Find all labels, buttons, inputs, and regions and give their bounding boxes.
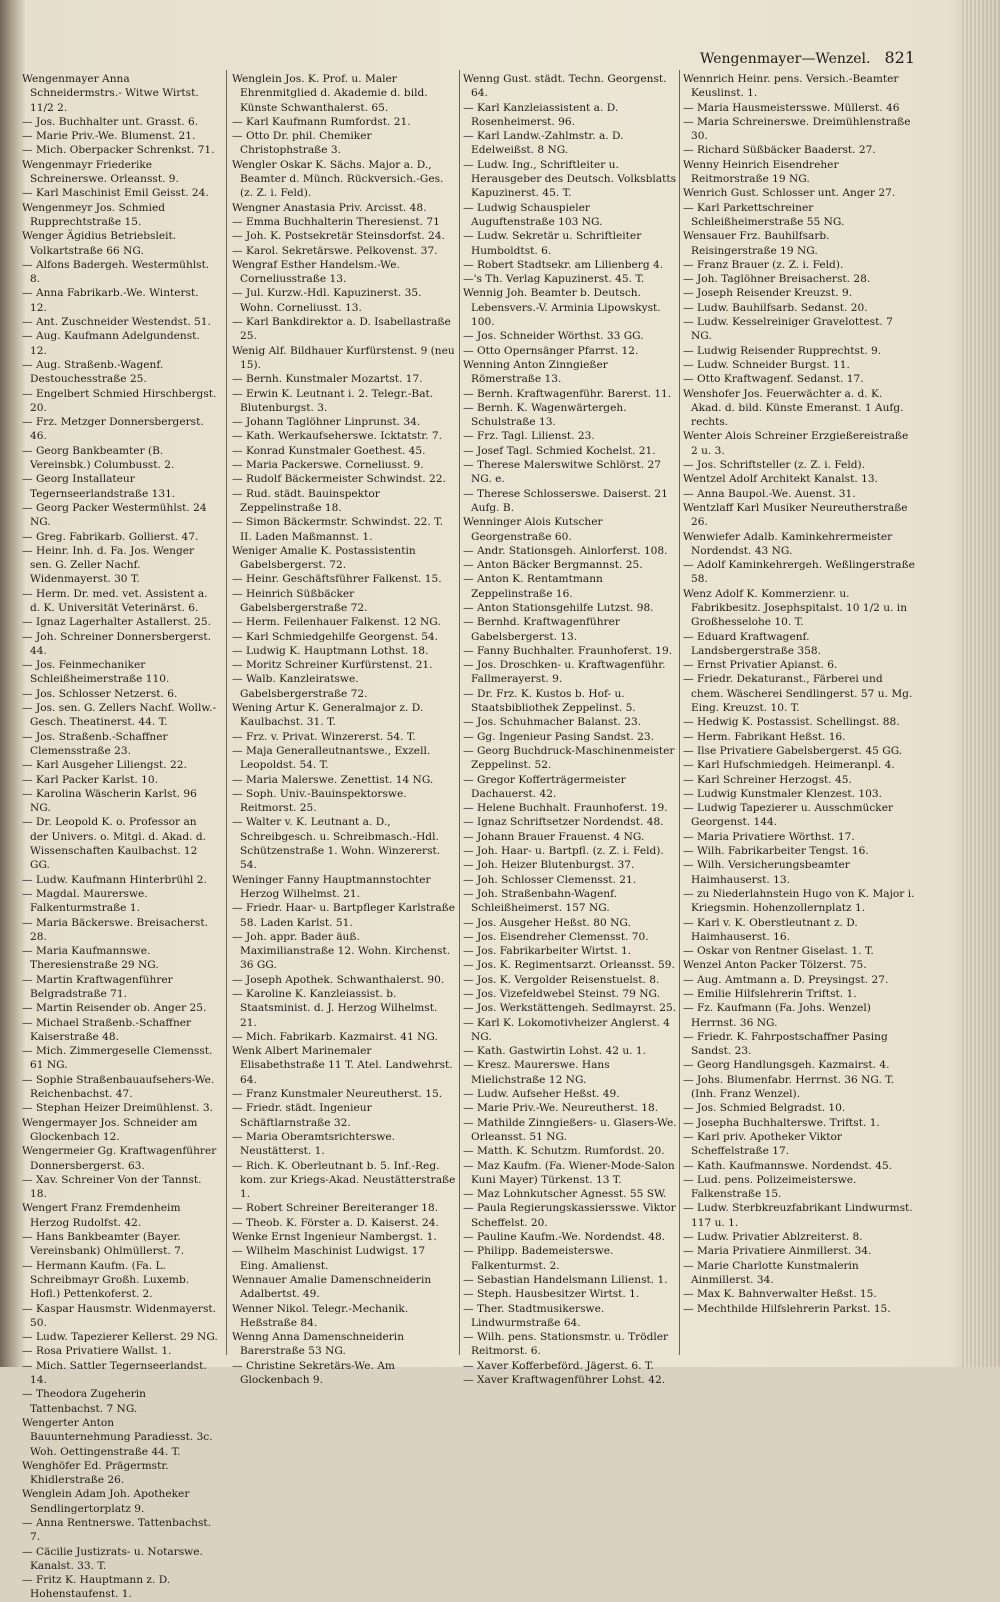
directory-entry: — Wilh. Versicherungsbeamter Haimhauserst. 13. (683, 859, 850, 886)
directory-entry: Wenng Anna Damenschneiderin Barerstraße 53 NG. (232, 1331, 405, 1358)
directory-entry: — Marie Priv.-We. Blumenst. 21. (22, 130, 196, 143)
directory-entry: — Ludw. Bauhilfsarb. Sedanst. 20. (683, 301, 868, 314)
directory-entry: — Stephan Heizer Dreimühlenst. 3. (22, 1102, 213, 1115)
directory-entry: — Jos. K. Regimentsarzt. Orleansst. 59. (463, 959, 675, 972)
directory-entry: — Jos. Feinmechaniker Schleißheimerstraße 110. (22, 659, 170, 686)
directory-entry: — Maz Lohnkutscher Agnesst. 55 SW. (463, 1188, 667, 1201)
directory-entry: Wengerter Anton Bauunternehmung Paradiesst. 3c. Woh. Oettingenstraße 44. T. (22, 1416, 213, 1458)
directory-entry: — Maria Privatiere Wörthst. 17. (683, 830, 855, 843)
directory-entry: — Cäcilie Justizrats- u. Notarswe. Kanalst. 33. T. (22, 1545, 203, 1572)
directory-entry: — Kresz. Maurerswe. Hans Mielichstraße 12 NG. (463, 1059, 610, 1086)
directory-entry: — Herm. Fabrikant Heßst. 16. (683, 730, 846, 743)
directory-entry: — Bernh. Kunstmaler Mozartst. 17. (232, 373, 423, 386)
directory-entry: —'s Th. Verlag Kapuzinerst. 45. T. (463, 273, 645, 286)
directory-entry: — Maria Hausmeistersswe. Müllerst. 46 (683, 101, 900, 114)
directory-entry: — Jos. K. Vergolder Reisenstuelst. 8. (463, 973, 660, 986)
directory-entry: — Matth. K. Schutzm. Rumfordst. 20. (463, 1145, 665, 1158)
directory-entry: — Karl priv. Apotheker Viktor Scheffelstraße 17. (683, 1130, 842, 1158)
directory-entry: — Jos. Schneider Wörthst. 33 GG. (463, 330, 644, 343)
directory-entry: — Jos. Buchhalter unt. Grasst. 6. (22, 115, 199, 128)
directory-entry: — Ludwig Schauspieler Auguftenstraße 103 NG. (463, 201, 603, 228)
directory-entry: — Bernh. K. Wagenwärtergeh. Schulstraße 13. (463, 401, 627, 429)
directory-entry: Weniger Amalie K. Postassistentin Gabelsbergerst. 72. (232, 544, 416, 572)
directory-entry: — Herm. Dr. med. vet. Assistent a. d. K. Universität Veterinärst. 6. (22, 587, 208, 614)
directory-entry: — Jos. Schuhmacher Balanst. 23. (463, 716, 642, 729)
directory-entry: — Martin Kraftwagenführer Belgradstraße 71. (22, 973, 173, 1000)
directory-entry: — Ludwig K. Hauptmann Lothst. 18. (232, 644, 429, 657)
directory-entry: — Karl K. Lokomotivheizer Anglerst. 4 NG. (463, 1016, 670, 1043)
directory-entry: — Mich. Sattler Tegernseerlandst. 14. (22, 1359, 207, 1387)
directory-entry: — Emilie Hilfslehrerin Triftst. 1. (683, 988, 857, 1000)
directory-entry: Wenig Alf. Bildhauer Kurfürstenst. 9 (neu 15). (232, 344, 455, 371)
directory-entry: — Ludwig Kunstmaler Klenzest. 103. (683, 787, 882, 800)
directory-entry: — Ludw. Kaufmann Hinterbrühl 2. (22, 873, 207, 886)
directory-entry: — Anton Bäcker Bergmannst. 25. (463, 559, 643, 572)
directory-entry: — Dr. Frz. K. Kustos b. Hof- u. Staatsbibliothek Zeppelinst. 5. (463, 687, 636, 715)
directory-entry: — Paula Regierungskassiersswe. Viktor Scheffelst. 20. (463, 1202, 676, 1229)
directory-entry: — Ludw. Tapezierer Kellerst. 29 NG. (22, 1331, 218, 1344)
directory-entry: — Joseph Reisender Kreuzst. 9. (683, 287, 853, 300)
directory-entry: — Wilh. Fabrikarbeiter Tengst. 16. (683, 845, 869, 858)
directory-entry: — Maria Privatiere Ainmillerst. 34. (683, 1245, 872, 1258)
directory-entry: — Franz Brauer (z. Z. i. Feld). (683, 258, 844, 271)
directory-entry: — Joh. appr. Bader äuß. Maximilianstraße 12. Wohn. Kirchenst. 36 GG. (232, 930, 451, 972)
directory-entry: — Maria Kaufmannswe. Theresienstraße 29 NG. (22, 945, 159, 972)
directory-entry: — Robert Stadtsekr. am Lilienberg 4. (463, 258, 664, 271)
directory-entry: — Heinr. Geschäftsführer Falkenst. 15. (232, 573, 442, 586)
directory-entry: — Joh. Straßenbahn-Wagenf. Schleißheimerst. 157 NG. (463, 887, 618, 915)
directory-entry: — Friedr. K. Fahrpostschaffner Pasing Sandst. 23. (683, 1030, 888, 1058)
directory-entry: Wennrich Heinr. pens. Versich.-Beamter Keuslinst. 1. (683, 73, 899, 100)
directory-entry: — Jos. Vizefeldwebel Steinst. 79 NG. (463, 988, 660, 1000)
column-rule (226, 70, 227, 1355)
directory-entry: — Georg Installateur Tegernseerlandstraße 131. (22, 473, 176, 500)
column-1 (22, 72, 218, 1601)
directory-entry: — Sophie Straßenbauaufsehers-We. Reichenbachst. 47. (22, 1073, 215, 1101)
directory-entry: — Frz. v. Privat. Winzererst. 54. T. (232, 730, 416, 743)
directory-entry: — Ludw. Kesselreiniger Gravelottest. 7 NG. (683, 316, 893, 343)
directory-entry: Wengermayer Jos. Schneider am Glockenbach 12. (22, 1116, 198, 1143)
directory-entry: — Simon Bäckermstr. Schwindst. 22. T. II. Laden Maßmannst. 1. (232, 516, 443, 543)
directory-entry: Wenger Ägidius Betriebsleit. Volkartstraße 66 NG. (22, 230, 177, 257)
directory-entry: — Jos. Schriftsteller (z. Z. i. Feld). (683, 459, 866, 472)
directory-entry: — Ludw. Schneider Burgst. 11. (683, 358, 850, 371)
directory-entry: Wensauer Frz. Bauhilfsarb. Reisingerstraße 19 NG. (683, 230, 830, 257)
directory-entry: — Friedr. Dekaturanst., Färberei und chem. Wäscherei Sendlingerst. 57 u. Mg. Eing. Kreuzst. 10. T. (683, 673, 913, 715)
directory-entry: — Hedwig K. Postassist. Schellingst. 88. (683, 716, 900, 729)
directory-entry: — Maria Oberamtsrichterswe. Neustätterst. 1. (232, 1130, 396, 1158)
directory-entry: — Christine Sekretärs-We. Am Glockenbach 9. (232, 1359, 395, 1387)
directory-entry: — Karol. Sekretärswe. Pelkovenst. 37. (232, 244, 438, 257)
directory-entry: — Fritz K. Hauptmann z. D. Hohenstaufenst. 1. (22, 1574, 171, 1601)
column-rule (459, 70, 460, 1355)
directory-entry: — Ernst Privatier Apianst. 6. (683, 659, 838, 672)
directory-entry: Wenner Nikol. Telegr.-Mechanik. Heßstraße 84. (232, 1302, 409, 1329)
directory-entry: Wentzel Adolf Architekt Kanalst. 13. (683, 473, 878, 486)
directory-entry: — Josef Tagl. Schmied Kochelst. 21. (463, 444, 656, 457)
directory-entry: Wengenmayr Friederike Schreinerswe. Orleansst. 9. (22, 158, 179, 186)
directory-entry: — Joh. Schreiner Donnersbergerst. 44. (22, 630, 211, 657)
directory-entry: — Jos. Fabrikarbeiter Wirtst. 1. (463, 945, 632, 958)
directory-entry: — Franz Kunstmaler Neureutherst. 15. (232, 1088, 443, 1101)
directory-entry: — Anna Baupol.-We. Auenst. 31. (683, 487, 856, 500)
directory-entry: — Mich. Fabrikarb. Kazmairst. 41 NG. (232, 1030, 438, 1043)
directory-entry: — Robert Schreiner Bereiteranger 18. (232, 1202, 439, 1215)
directory-entry: — Bernh. Kraftwagenführ. Barerst. 11. (463, 387, 672, 400)
directory-entry: — Rosa Privatiere Wallst. 1. (22, 1345, 172, 1358)
directory-entry: — Hermann Kaufm. (Fa. L. Schreibmayr Großh. Luxemb. Hofl.) Pettenkoferst. 2. (22, 1259, 190, 1301)
directory-entry: — Bernhd. Kraftwagenführer Gabelsbergerst. 13. (463, 616, 620, 643)
directory-entry: — Ludwig Tapezierer u. Ausschmücker Georgenst. 144. (683, 802, 894, 829)
directory-entry: — Ludw. Aufseher Heßst. 49. (463, 1088, 620, 1101)
directory-entry: — Therese Malerswitwe Schlörst. 27 NG. e. (463, 459, 662, 486)
directory-entry: — Kath. Werkaufseherswe. Icktatstr. 7. (232, 430, 443, 443)
directory-entry: — Maz Kaufm. (Fa. Wiener-Mode-Salon Kuni Mayer) Türkenst. 13 T. (463, 1159, 675, 1186)
directory-entry: Wenke Ernst Ingenieur Nambergst. 1. (232, 1231, 437, 1244)
directory-entry: — Marie Charlotte Kunstmalerin Ainmillerst. 34. (683, 1259, 859, 1286)
directory-entry: Wenning Anton Zinngießer Römerstraße 13. (463, 358, 608, 386)
directory-entry: — Georg Packer Westermühlst. 24 NG. (22, 501, 207, 529)
directory-entry: — Friedr. Haar- u. Bartpfleger Karlstraße 58. Laden Karlst. 51. (232, 902, 456, 929)
directory-entry: Wenwiefer Adalb. Kaminkehrermeister Nordendst. 43 NG. (683, 530, 893, 557)
directory-entry: Wengermeier Gg. Kraftwagenführer Donnersbergerst. 63. (22, 1145, 217, 1172)
directory-entry: — Mathilde Zinngießers- u. Glasers-We. Orleansst. 51 NG. (463, 1116, 677, 1143)
directory-entry: Wenglein Jos. K. Prof. u. Maler Ehrenmitglied d. Akademie d. bild. Künste Schwanthalerst. 65. (232, 73, 428, 114)
directory-entry: — Kath. Kaufmannswe. Nordendst. 45. (683, 1159, 893, 1172)
directory-entry: Wenter Alois Schreiner Erzgießereistraße 2 u. 3. (683, 430, 909, 457)
directory-entry: — Maria Schreinerswe. Dreimühlenstraße 30. (683, 115, 911, 143)
directory-entry: — Ludwig Reisender Rupprechtst. 9. (683, 344, 882, 357)
directory-entry: Wenghöfer Ed. Prägermstr. Khidlerstraße 26. (22, 1459, 169, 1487)
directory-entry: — Helene Buchhalt. Fraunhoferst. 19. (463, 802, 668, 815)
directory-entry: — Wilhelm Maschinist Ludwigst. 17 Eing. Amalienst. (232, 1245, 426, 1272)
directory-entry: — Jos. Schmied Belgradst. 10. (683, 1102, 846, 1115)
directory-entry: — Karl Schmiedgehilfe Georgenst. 54. (232, 630, 439, 643)
directory-entry: Wengler Oskar K. Sächs. Major a. D., Beamter d. Münch. Rückversich.-Ges. (z. Z. i. Feld). (232, 158, 444, 200)
directory-entry: Wengner Anastasia Priv. Arcisst. 48. (232, 201, 427, 214)
directory-entry: — Ludw. Privatier Ablzreiterst. 8. (683, 1231, 863, 1244)
directory-entry: Wenz Adolf K. Kommerzienr. u. Fabrikbesitz. Josephspitalst. 10 1/2 u. in Großhesselohe 10. T. (683, 587, 908, 629)
directory-entry: — Walter v. K. Leutnant a. D., Schreibgesch. u. Schreibmasch.-Hdl. Schützenstraße 1. Wohn. Winzererst. 54. (232, 816, 441, 872)
directory-entry: — Richard Süßbäcker Baaderst. 27. (683, 144, 876, 157)
directory-entry: — Georg Bankbeamter (B. Vereinsbk.) Columbusst. 2. (22, 444, 175, 472)
directory-entry: — Ludw. Ing., Schriftleiter u. Herausgeber des Deutsch. Volksblatts Kapuzinerst. 45. T. (463, 158, 677, 200)
running-head: Wengenmayer—Wenzel. (700, 51, 871, 67)
directory-entry: — Karl Maschinist Emil Geisst. 24. (22, 187, 209, 200)
directory-entry: — Otto Kraftwagenf. Sedanst. 17. (683, 373, 864, 386)
directory-entry: — Jos. sen. G. Zellers Nachf. Wollw.-Gesch. Theatinerst. 44. T. (22, 702, 217, 729)
directory-entry: Wennig Joh. Beamter b. Deutsch. Lebensvers.-V. Arminia Lipowskyst. 100. (463, 287, 661, 329)
directory-entry: — Rich. K. Oberleutnant b. 5. Inf.-Reg. kom. zur Kriegs-Akad. Neustätterstraße 1. (232, 1159, 456, 1201)
directory-entry: — Ludw. Sekretär u. Schriftleiter Humboldtst. 6. (463, 230, 642, 257)
directory-entry: Wenny Heinrich Eisendreher Reitmorstraße 19 NG. (683, 158, 839, 186)
directory-entry: — Jos. Werkstättengeh. Sedlmayrst. 25. (463, 1002, 677, 1015)
directory-entry: — Georg Handlungsgeh. Kazmairst. 4. (683, 1059, 890, 1072)
directory-entry: Wenshofer Jos. Feuerwächter a. d. K. Akad. d. bild. Künste Emeranst. 1 Aufg. rechts. (683, 387, 904, 429)
directory-entry: — Heinr. Inh. d. Fa. Jos. Wenger sen. G. Zeller Nachf. Widenmayerst. 30 T. (22, 544, 195, 586)
directory-entry: — Ilse Privatiere Gabelsbergerst. 45 GG. (683, 744, 903, 757)
directory-entry: — Joseph Apothek. Schwanthalerst. 90. (232, 973, 445, 986)
directory-entry: — Maria Malerswe. Zenettist. 14 NG. (232, 773, 434, 786)
directory-entry: — Hans Bankbeamter (Bayer. Vereinsbank) Ohlmüllerst. 7. (22, 1231, 185, 1258)
directory-entry: — Frz. Tagl. Lilienst. 23. (463, 430, 595, 443)
directory-entry: — Karl Kaufmann Rumfordst. 21. (232, 115, 411, 128)
directory-entry: — Anton K. Rentamtmann Zeppelinstraße 16. (463, 573, 603, 600)
directory-entry: — Eduard Kraftwagenf. Landsbergerstraße 358. (683, 630, 821, 657)
directory-entry: — Adolf Kaminkehrergeh. Weßlingerstraße 58. (683, 559, 915, 586)
directory-entry: — Wilh. pens. Stationsmstr. u. Trödler Reitmorst. 6. (463, 1331, 669, 1358)
directory-entry: — Greg. Fabrikarb. Gollierst. 47. (22, 530, 199, 543)
directory-entry: — Mechthilde Hilfslehrerin Parkst. 15. (683, 1302, 891, 1315)
directory-entry: — Otto Opernsänger Pfarrst. 12. (463, 344, 639, 357)
directory-entry: — Gregor Kofferträgermeister Dachauerst. 42. (463, 773, 626, 800)
directory-entry: — Lud. pens. Polizeimeisterswe. Falkenstraße 15. (683, 1173, 857, 1201)
directory-entry: — Oskar von Rentner Giselast. 1. T. (683, 945, 874, 958)
directory-entry: — Xaver Kraftwagenführer Lohst. 42. (463, 1374, 666, 1387)
directory-entry: — Kaspar Hausmstr. Widenmayerst. 50. (22, 1302, 217, 1329)
directory-entry: — Jos. Straßenb.-Schaffner Clemensstraße 23. (22, 730, 168, 757)
directory-entry: — Maria Packerswe. Corneliusst. 9. (232, 459, 424, 472)
directory-entry: Wenzel Anton Packer Tölzerst. 75. (683, 959, 867, 972)
directory-entry: — Ludw. Sterbkreuzfabrikant Lindwurmst. 117 u. 1. (683, 1202, 913, 1229)
directory-entry: — Joh. Haar- u. Bartpfl. (z. Z. i. Feld). (463, 845, 664, 858)
directory-entry: — Joh. K. Postsekretär Steinsdorfst. 24. (232, 230, 445, 243)
directory-entry: — Martin Reisender ob. Anger 25. (22, 1002, 207, 1015)
directory-entry: — Maja Generalleutnantswe., Exzell. Leopoldst. 54. T. (232, 744, 431, 772)
column-rule (679, 70, 680, 1355)
directory-entry: Wenninger Alois Kutscher Georgenstraße 60. (463, 516, 603, 543)
directory-entry: — Frz. Metzger Donnersbergerst. 46. (22, 416, 204, 443)
directory-entry: — Anna Rentnerswe. Tattenbachst. 7. (22, 1516, 212, 1544)
directory-entry: — Moritz Schreiner Kurfürstenst. 21. (232, 659, 433, 672)
directory-entry: — Ignaz Schriftsetzer Nordendst. 48. (463, 816, 664, 829)
directory-entry: — Heinrich Süßbäcker Gabelsbergerstraße 72. (232, 587, 368, 614)
directory-entry: — Karoline K. Kanzleiassist. b. Staatsminist. d. J. Herzog Wilhelmst. 21. (232, 988, 438, 1029)
directory-entry: — Konrad Kunstmaler Goethest. 45. (232, 444, 426, 457)
directory-entry: — Johann Taglöhner Linprunst. 34. (232, 416, 421, 429)
directory-entry: — Steph. Hausbesitzer Wirtst. 1. (463, 1288, 640, 1301)
directory-entry: — Karl Ausgeher Liliengst. 22. (22, 759, 187, 772)
directory-entry: — Anna Fabrikarb.-We. Winterst. 12. (22, 287, 199, 314)
directory-entry: — Michael Straßenb.-Schaffner Kaiserstraße 48. (22, 1016, 192, 1043)
directory-entry: — Jos. Ausgeher Heßst. 80 NG. (463, 916, 631, 929)
directory-entry: — Josepha Buchhalterswe. Triftst. 1. (683, 1116, 880, 1129)
directory-entry: — Karl Schreiner Herzogst. 45. (683, 773, 852, 786)
directory-entry: — Karolina Wäscherin Karlst. 96 NG. (22, 787, 197, 815)
directory-entry: Wenk Albert Marinemaler Elisabethstraße 11 T. Atel. Landwehrst. 64. (232, 1045, 453, 1086)
directory-entry: — Herm. Feilenhauer Falkenst. 12 NG. (232, 616, 441, 629)
directory-entry: Wengenmayer Anna Schneidermstrs.- Witwe Wirtst. 11/2 2. (22, 73, 199, 114)
directory-entry: — Erwin K. Leutnant i. 2. Telegr.-Bat. Blutenburgst. 3. (232, 387, 434, 414)
directory-entry: — Gg. Ingenieur Pasing Sandst. 23. (463, 730, 654, 743)
directory-entry: — Jos. Droschken- u. Kraftwagenführ. Fallmerayerst. 9. (463, 659, 666, 686)
directory-entry: — Karl v. K. Oberstleutnant z. D. Haimhauserst. 16. (683, 916, 858, 943)
directory-entry: — Joh. Taglöhner Breisacherst. 28. (683, 273, 871, 286)
directory-entry: Wengert Franz Fremdenheim Herzog Rudolfst. 42. (22, 1202, 181, 1229)
directory-entry: — Karl Parkettschreiner Schleißheimerstraße 55 NG. (683, 201, 845, 228)
directory-entry: — Johs. Blumenfabr. Herrnst. 36 NG. T. (Inh. Franz Wenzel). (683, 1073, 895, 1101)
directory-entry: Weninger Fanny Hauptmannstochter Herzog Wilhelmst. 21. (232, 873, 431, 900)
directory-entry: — Walb. Kanzleiratswe. Gabelsbergerstraße 72. (232, 673, 368, 700)
directory-entry: — Ant. Zuschneider Westendst. 51. (22, 316, 211, 329)
directory-entry: Wengenmeyr Jos. Schmied Rupprechtstraße 15. (22, 201, 166, 228)
directory-entry: — Georg Buchdruck-Maschinenmeister Zeppelinst. 52. (463, 744, 675, 772)
directory-entry: — Jul. Kurzw.-Hdl. Kapuzinerst. 35. Wohn. Corneliusst. 13. (232, 287, 422, 314)
column-2 (232, 72, 456, 1387)
directory-entry: — Karl Kanzleiassistent a. D. Rosenheimerst. 96. (463, 101, 619, 128)
directory-entry: — Aug. Straßenb.-Wagenf. Destouchesstraße 25. (22, 358, 164, 386)
directory-entry: — Friedr. städt. Ingenieur Schäftlarnstraße 32. (232, 1102, 372, 1129)
directory-entry: — Ther. Stadtmusikerswe. Lindwurmstraße 64. (463, 1302, 605, 1329)
directory-entry: — Xaver Kofferbeförd. Jägerst. 6. T. (463, 1359, 654, 1372)
page-number: 821 (884, 48, 915, 67)
directory-entry: — Max K. Bahnverwalter Heßst. 15. (683, 1288, 877, 1301)
directory-entry: — Marie Priv.-We. Neureutherst. 18. (463, 1102, 659, 1115)
directory-entry: — Jos. Schlosser Netzerst. 6. (22, 687, 178, 700)
directory-entry: — Karl Landw.-Zahlmstr. a. D. Edelweißst. 8 NG. (463, 130, 624, 157)
directory-entry: — Johann Brauer Frauenst. 4 NG. (463, 830, 645, 843)
directory-entry: — Fz. Kaufmann (Fa. Johs. Wenzel) Herrnst. 36 NG. (683, 1002, 871, 1029)
directory-entry: Wengraf Esther Handelsm.-We. Corneliusstraße 13. (232, 258, 400, 286)
directory-entry: — Theodora Zugeherin Tattenbachst. 7 NG. (22, 1388, 147, 1415)
directory-entry: — Philipp. Bademeisterswe. Falkenturmst. 2. (463, 1245, 614, 1272)
directory-entry: Wennauer Amalie Damenschneiderin Adalbertst. 49. (232, 1273, 432, 1301)
directory-entry: — Emma Buchhalterin Theresienst. 71 (232, 215, 440, 228)
directory-entry: Wenrich Gust. Schlosser unt. Anger 27. (683, 187, 896, 200)
directory-entry: — Rud. städt. Bauinspektor Zeppelinstraße 18. (232, 487, 380, 514)
directory-entry: — Magdal. Maurerswe. Falkenturmstraße 1. (22, 887, 148, 915)
directory-entry: — Karl Packer Karlst. 10. (22, 773, 158, 786)
directory-entry: — Karl Bankdirektor a. D. Isabellastraße 25. (232, 316, 451, 343)
directory-entry: — Pauline Kaufm.-We. Nordendst. 48. (463, 1231, 666, 1244)
directory-entry: — Otto Dr. phil. Chemiker Christophstraße 3. (232, 130, 372, 157)
directory-entry: — Sebastian Handelsmann Lilienst. 1. (463, 1273, 668, 1286)
directory-entry: — zu Niederlahnstein Hugo von K. Major i. Kriegsmin. Hohenzollernplatz 1. (683, 887, 915, 915)
directory-entry: — Engelbert Schmied Hirschbergst. 20. (22, 387, 217, 414)
directory-entry: — Therese Schlosserswe. Daiserst. 21 Aufg. B. (463, 487, 668, 514)
directory-entry: Wentzlaff Karl Musiker Neureutherstraße 26. (683, 501, 908, 529)
column-4 (683, 72, 915, 1354)
directory-entry: Wenng Gust. städt. Techn. Georgenst. 64. (463, 73, 667, 100)
directory-entry: — Alfons Badergeh. Westermühlst. 8. (22, 258, 210, 286)
directory-entry: — Karl Hufschmiedgeh. Heimeranpl. 4. (683, 759, 895, 772)
directory-entry: — Mich. Zimmergeselle Clemensst. 61 NG. (22, 1045, 213, 1072)
directory-entry: — Joh. Schlosser Clemensst. 21. (463, 873, 637, 886)
directory-entry: Wenglein Adam Joh. Apotheker Sendlingertorplatz 9. (22, 1488, 190, 1515)
column-3 (463, 72, 677, 1387)
directory-entry: — Anton Stationsgehilfe Lutzst. 98. (463, 601, 654, 614)
directory-entry: — Andr. Stationsgeh. Ainlorferst. 108. (463, 544, 668, 557)
page-header (700, 48, 915, 70)
directory-entry: — Kath. Gastwirtin Lohst. 42 u. 1. (463, 1045, 647, 1058)
directory-entry: — Aug. Kaufmann Adelgundenst. 12. (22, 330, 200, 357)
directory-entry: — Jos. Eisendreher Clemensst. 70. (463, 930, 649, 943)
directory-entry: — Fanny Buchhalter. Fraunhoferst. 19. (463, 644, 673, 657)
directory-entry: — Ignaz Lagerhalter Astallerst. 25. (22, 616, 212, 629)
directory-entry: — Mich. Oberpacker Schrenkst. 71. (22, 144, 215, 157)
directory-entry: — Theob. K. Förster a. D. Kaiserst. 24. (232, 1216, 439, 1229)
directory-entry: — Aug. Amtmann a. D. Preysingst. 27. (683, 973, 889, 986)
directory-entry: — Joh. Heizer Blutenburgst. 37. (463, 859, 635, 872)
directory-entry: — Soph. Univ.-Bauinspektorswe. Reitmorst. 25. (232, 787, 407, 815)
directory-entry: — Xav. Schreiner Von der Tannst. 18. (22, 1173, 202, 1201)
directory-entry: — Maria Bäckerswe. Breisacherst. 28. (22, 916, 208, 943)
directory-entry: — Dr. Leopold K. o. Professor an der Univers. o. Mitgl. d. Akad. d. Wissenschaften Kaulbachst. 12 GG. (22, 816, 207, 872)
directory-entry: Wening Artur K. Generalmajor z. D. Kaulbachst. 31. T. (232, 702, 424, 729)
directory-entry: — Rudolf Bäckermeister Schwindst. 22. (232, 473, 446, 486)
